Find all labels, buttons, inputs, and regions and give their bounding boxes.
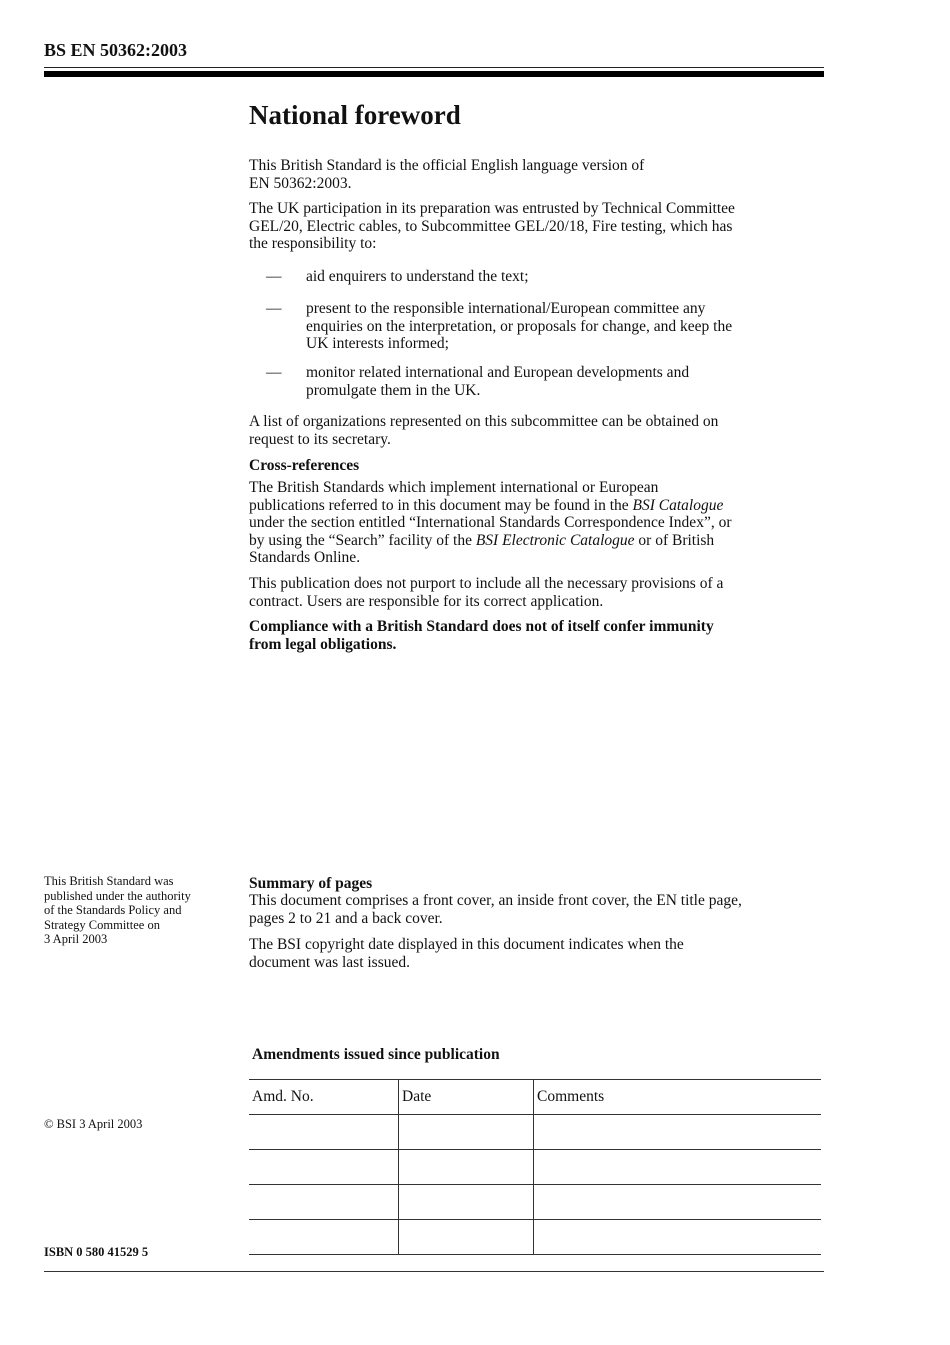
amendments-title: Amendments issued since publication [252,1046,500,1063]
crossref-line-4 [249,532,824,550]
crossref-line-5: Standards Online. [249,549,361,566]
organizations-line-2: request to its secretary. [249,430,391,448]
participation-line-1: The UK participation in its preparation was entrusted by Technical Committee [249,200,735,217]
bullet-dash: — [266,300,282,317]
organizations-paragraph [249,413,824,448]
table-cell [249,1185,399,1220]
participation-line-2: GEL/20, Electric cables, to Subcommittee GEL/20/18, Fire testing, which has [249,217,733,235]
crossref-text: by using the “Search” facility of the [249,531,476,549]
table-cell [249,1220,399,1255]
participation-line-3: the responsibility to: [249,235,377,252]
bsi-catalogue-title: BSI Catalogue [632,496,724,514]
provisions-line-2: contract. Users are responsible for its correct application. [249,592,604,610]
column-header-amd-no: Amd. No. [249,1080,399,1115]
table-header-row [249,1080,821,1115]
bullet-dash: — [266,364,282,381]
table-row [249,1185,821,1220]
amendments-table [249,1079,821,1255]
intro-line-2: EN 50362:2003. [249,174,352,192]
bullet-item [306,300,824,353]
table-cell [534,1150,822,1185]
table-cell [399,1220,534,1255]
table-cell [399,1115,534,1150]
crossref-line-1: The British Standards which implement international or European [249,479,659,496]
bullet-line: UK interests informed; [306,335,449,352]
bullet-line: monitor related international and European developments and [306,364,690,381]
note-line: 3 April 2003 [44,932,108,946]
copyright-date-line-2: document was last issued. [249,953,411,971]
compliance-line-1: Compliance with a British Standard does not of itself confer immunity [249,618,714,635]
table-cell [249,1115,399,1150]
copyright-date-line-1: The BSI copyright date displayed in this document indicates when the [249,936,684,953]
page-title: National foreword [249,100,461,130]
bsi-electronic-catalogue-title: BSI Electronic Catalogue [475,531,635,549]
table-cell [399,1150,534,1185]
cross-references-heading: Cross-references [249,457,360,474]
crossref-text: publications referred to in this document may be found in the [249,496,633,514]
summary-line-1: This document comprises a front cover, an inside front cover, the EN title page, [249,892,742,909]
summary-paragraph [249,892,824,927]
crossref-text: or of British [634,531,715,549]
provisions-line-1: This publication does not purport to include all the necessary provisions of a [249,575,724,592]
table-cell [534,1185,822,1220]
note-line: of the Standards Policy and [44,903,182,917]
crossref-line-2 [249,497,824,515]
bullet-item [306,268,824,286]
bullet-item [306,364,824,399]
document-id: BS EN 50362:2003 [44,40,188,60]
intro-paragraph [249,157,824,192]
table-cell [534,1220,822,1255]
provisions-paragraph [249,575,824,610]
table-cell [249,1150,399,1185]
summary-line-2: pages 2 to 21 and a back cover. [249,909,443,927]
table-row [249,1115,821,1150]
header-thin-rule [44,67,824,68]
note-line: This British Standard was [44,874,174,888]
participation-paragraph [249,200,824,253]
isbn: ISBN 0 580 41529 5 [44,1245,149,1259]
summary-heading: Summary of pages [249,875,373,892]
table-row [249,1150,821,1185]
bullet-line: present to the responsible international/European committee any [306,300,706,317]
bullet-dash: — [266,268,282,285]
cross-references-paragraph [249,479,824,567]
bullet-line: aid enquirers to understand the text; [306,268,529,285]
organizations-line-1: A list of organizations represented on this subcommittee can be obtained on [249,413,719,430]
footer-rule [44,1271,824,1272]
compliance-line-2: from legal obligations. [249,635,397,653]
column-header-date: Date [399,1080,534,1115]
column-header-comments: Comments [534,1080,822,1115]
crossref-line-3: under the section entitled “International Standards Correspondence Index”, or [249,514,732,531]
table-cell [399,1185,534,1220]
compliance-statement [249,618,824,653]
bullet-line: enquiries on the interpretation, or proposals for change, and keep the [306,317,733,335]
copyright-date-paragraph [249,936,824,971]
copyright-notice: © BSI 3 April 2003 [44,1117,143,1131]
publication-authority-note [44,874,229,947]
note-line: published under the authority [44,888,191,903]
bullet-line: promulgate them in the UK. [306,381,481,399]
note-line: Strategy Committee on [44,917,160,932]
header-thick-rule [44,71,824,77]
table-row [249,1220,821,1255]
intro-line-1: This British Standard is the official English language version of [249,157,645,174]
table-cell [534,1115,822,1150]
